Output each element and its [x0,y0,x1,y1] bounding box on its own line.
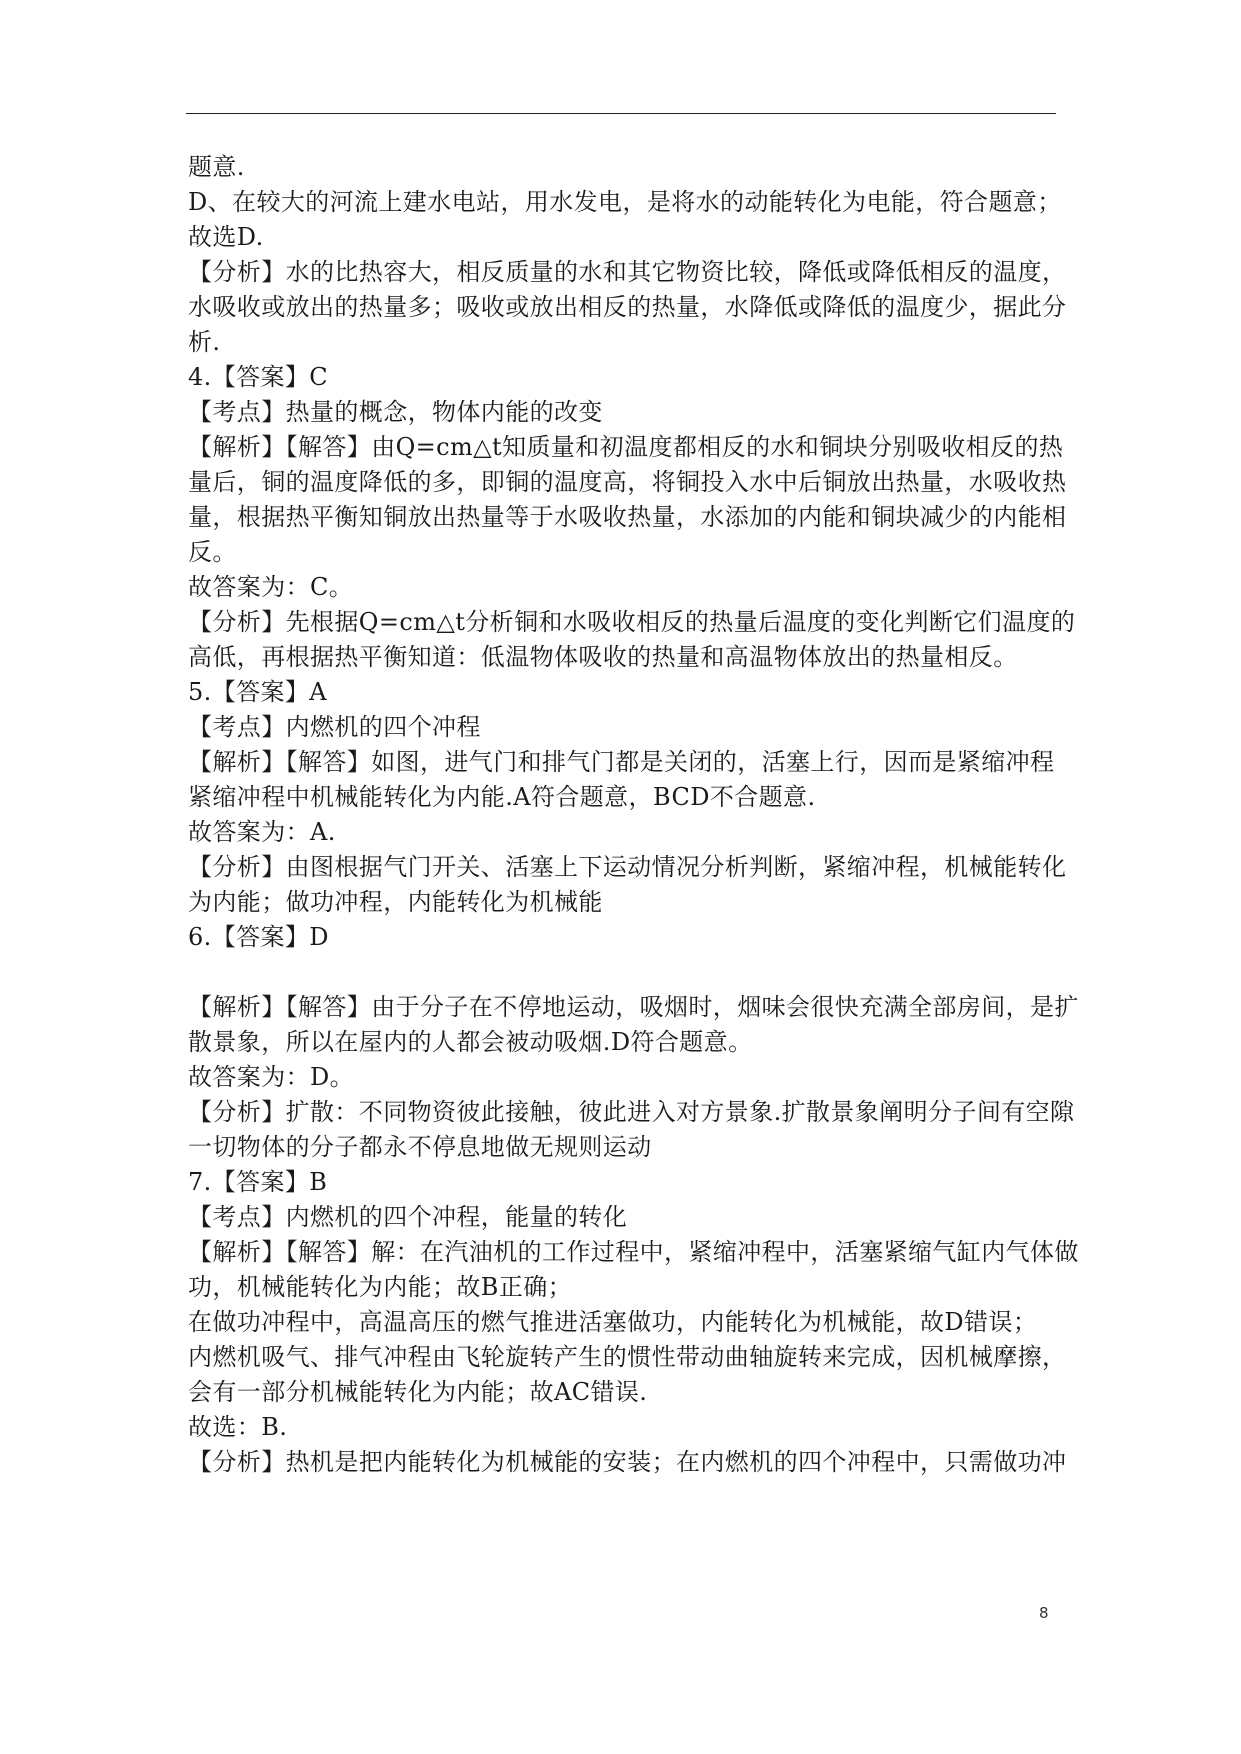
text-line: 功，机械能转化为内能；故B正确； [188,1273,573,1301]
text-line: 内燃机吸气、排气冲程由飞轮旋转产生的惯性带动曲轴旋转来完成，因机械摩擦， [188,1343,1067,1371]
answer-heading: 6.【答案】D [188,923,329,951]
blank-line [188,955,1088,990]
text-line: 【解析】【解答】解：在汽油机的工作过程中，紧缩冲程中，活塞紧缩气缸内气体做 [188,1238,1079,1266]
document-body [188,150,1088,1480]
text-line: 反。 [188,538,237,566]
text-line: 故选D. [188,223,264,251]
text-line: 一切物体的分子都永不停息地做无规则运动 [188,1133,652,1161]
answer-heading: 7.【答案】B [188,1168,328,1196]
text-line: 为内能；做功冲程，内能转化为机械能 [188,888,603,916]
text-line: 故答案为：A. [188,818,336,846]
text-line: 【考点】热量的概念，物体内能的改变 [188,398,603,426]
text-line: 【考点】内燃机的四个冲程，能量的转化 [188,1203,628,1231]
text-line: 【分析】热机是把内能转化为机械能的安装；在内燃机的四个冲程中，只需做功冲 [188,1448,1067,1476]
text-line: D、在较大的河流上建水电站，用水发电，是将水的动能转化为电能，符合题意； [188,188,1062,216]
header-rule [186,113,1056,114]
text-line: 题意. [188,153,245,181]
page-number: 8 [1039,1604,1049,1622]
text-line: 析. [188,328,221,356]
text-line: 量后，铜的温度降低的多，即铜的温度高，将铜投入水中后铜放出热量，水吸收热 [188,468,1067,496]
text-line: 量，根据热平衡知铜放出热量等于水吸收热量，水添加的内能和铜块减少的内能相 [188,503,1067,531]
text-line: 故选：B. [188,1413,288,1441]
text-line: 【解析】【解答】如图，进气门和排气门都是关闭的，活塞上行，因而是紧缩冲程 [188,748,1055,776]
answer-heading: 4.【答案】C [188,363,329,391]
answer-heading: 5.【答案】A [188,678,328,706]
text-line: 【分析】由图根据气门开关、活塞上下运动情况分析判断，紧缩冲程，机械能转化 [188,853,1067,881]
text-line: 【考点】内燃机的四个冲程 [188,713,481,741]
text-line: 水吸收或放出的热量多；吸收或放出相反的热量，水降低或降低的温度少，据此分 [188,293,1067,321]
text-line: 【分析】扩散：不同物资彼此接触，彼此进入对方景象.扩散景象阐明分子间有空隙 [188,1098,1075,1126]
text-line: 【分析】先根据Q=cm△t分析铜和水吸收相反的热量后温度的变化判断它们温度的 [188,608,1076,636]
text-line: 【分析】水的比热容大，相反质量的水和其它物资比较，降低或降低相反的温度， [188,258,1067,286]
text-line: 会有一部分机械能转化为内能；故AC错误. [188,1378,648,1406]
text-line: 【解析】【解答】由Q=cm△t知质量和初温度都相反的水和铜块分别吸收相反的热 [188,433,1064,461]
text-line: 在做功冲程中，高温高压的燃气推进活塞做功，内能转化为机械能，故D错误； [188,1308,1038,1336]
text-line: 高低，再根据热平衡知道：低温物体吸收的热量和高温物体放出的热量相反。 [188,643,1018,671]
text-line: 故答案为：C。 [188,573,354,601]
text-line: 散景象，所以在屋内的人都会被动吸烟.D符合题意。 [188,1028,753,1056]
text-line: 【解析】【解答】由于分子在不停地运动，吸烟时，烟味会很快充满全部房间，是扩 [188,993,1079,1021]
text-line: 故答案为：D。 [188,1063,355,1091]
text-line: 紧缩冲程中机械能转化为内能.A符合题意，BCD不合题意. [188,783,816,811]
